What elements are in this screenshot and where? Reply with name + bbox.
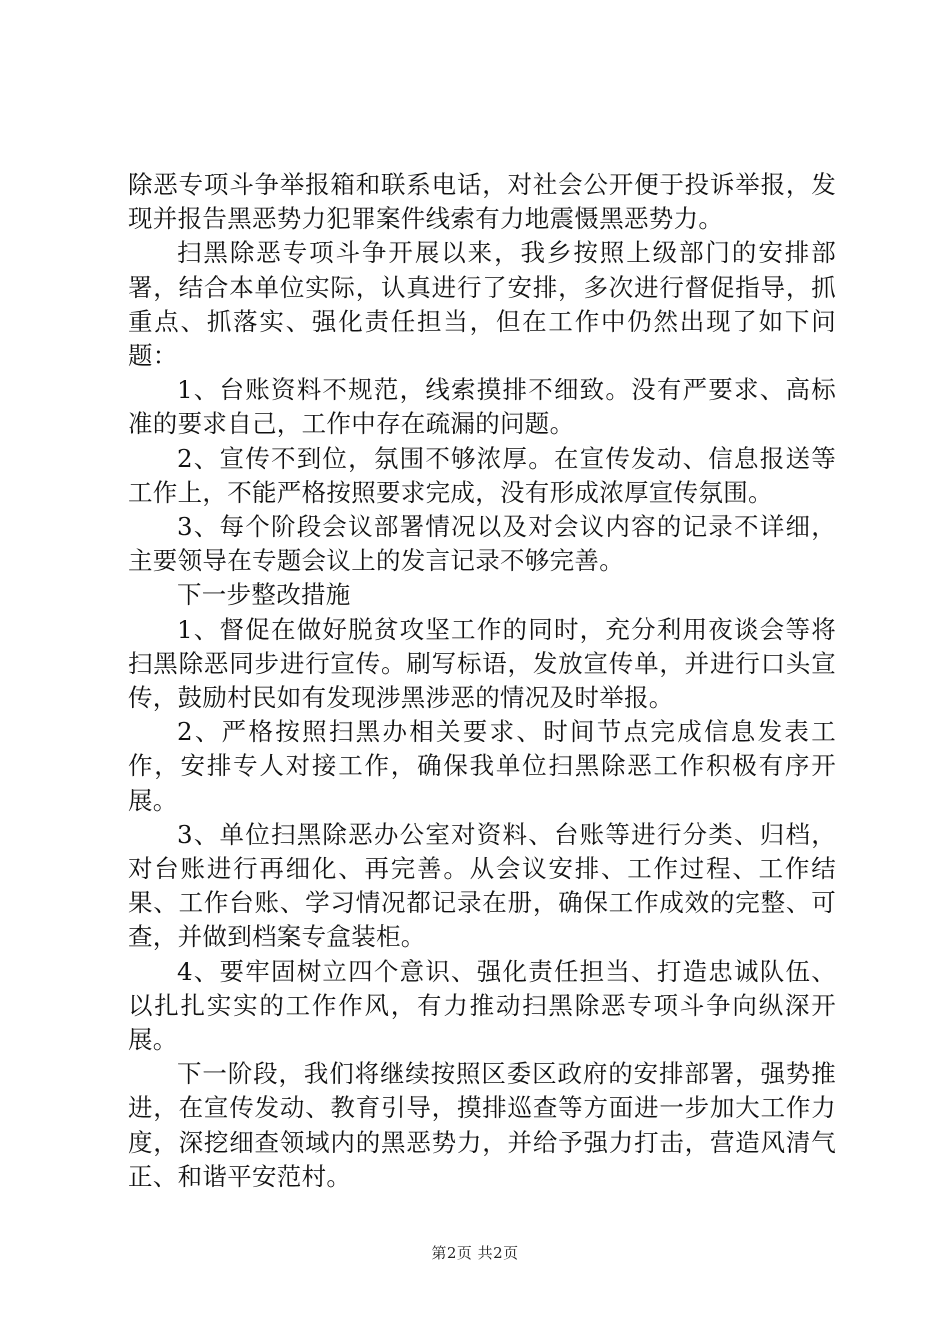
paragraph-measure-4: 4、要牢固树立四个意识、强化责任担当、打造忠诚队伍、以扎扎实实的工作作风，有力推动扫黑除恶专项斗争向纵深开展。 [128,956,836,1055]
paragraph-conclusion: 下一阶段，我们将继续按照区委区政府的安排部署，强势推进，在宣传发动、教育引导，摸排巡查等方面进一步加大工作力度，深挖细查领域内的黑恶势力，并给予强力打击，营造风清气正、和谐平安范村。 [128,1059,836,1191]
page-footer: 第2页 共2页 [431,1244,519,1262]
section-heading-next-steps: 下一步整改措施 [177,580,351,610]
paragraph-measure-2: 2、严格按照扫黑办相关要求、时间节点完成信息发表工作，安排专人对接工作，确保我单位扫黑除恶工作积极有序开展。 [128,717,836,815]
paragraph-measure-3: 3、单位扫黑除恶办公室对资料、台账等进行分类、归档，对台账进行再细化、再完善。从会议安排、工作过程、工作结果、工作台账、学习情况都记录在册，确保工作成效的完整、可查，并做到档案专盒装柜。 [128,819,836,952]
document-body [128,168,836,1194]
paragraph-measure-1: 1、督促在做好脱贫攻坚工作的同时，充分利用夜谈会等将扫黑除恶同步进行宣传。刷写标语，发放宣传单，并进行口头宣传，鼓励村民如有发现涉黑涉恶的情况及时举报。 [128,614,836,713]
paragraph-overview: 扫黑除恶专项斗争开展以来，我乡按照上级部门的安排部署，结合本单位实际，认真进行了安排，多次进行督促指导，抓重点、抓落实、强化责任担当，但在工作中仍然出现了如下问题： [128,238,836,371]
paragraph-problem-3: 3、每个阶段会议部署情况以及对会议内容的记录不详细，主要领导在专题会议上的发言记录不够完善。 [128,512,836,576]
paragraph-problem-1: 1、台账资料不规范，线索摸排不细致。没有严要求、高标准的要求自己，工作中存在疏漏的问题。 [128,375,836,439]
paragraph-continuation: 除恶专项斗争举报箱和联系电话，对社会公开便于投诉举报，发现并报告黑恶势力犯罪案件线索有力地震慑黑恶势力。 [128,170,836,234]
paragraph-problem-2: 2、宣传不到位，氛围不够浓厚。在宣传发动、信息报送等工作上，不能严格按照要求完成，没有形成浓厚宣传氛围。 [128,443,836,507]
